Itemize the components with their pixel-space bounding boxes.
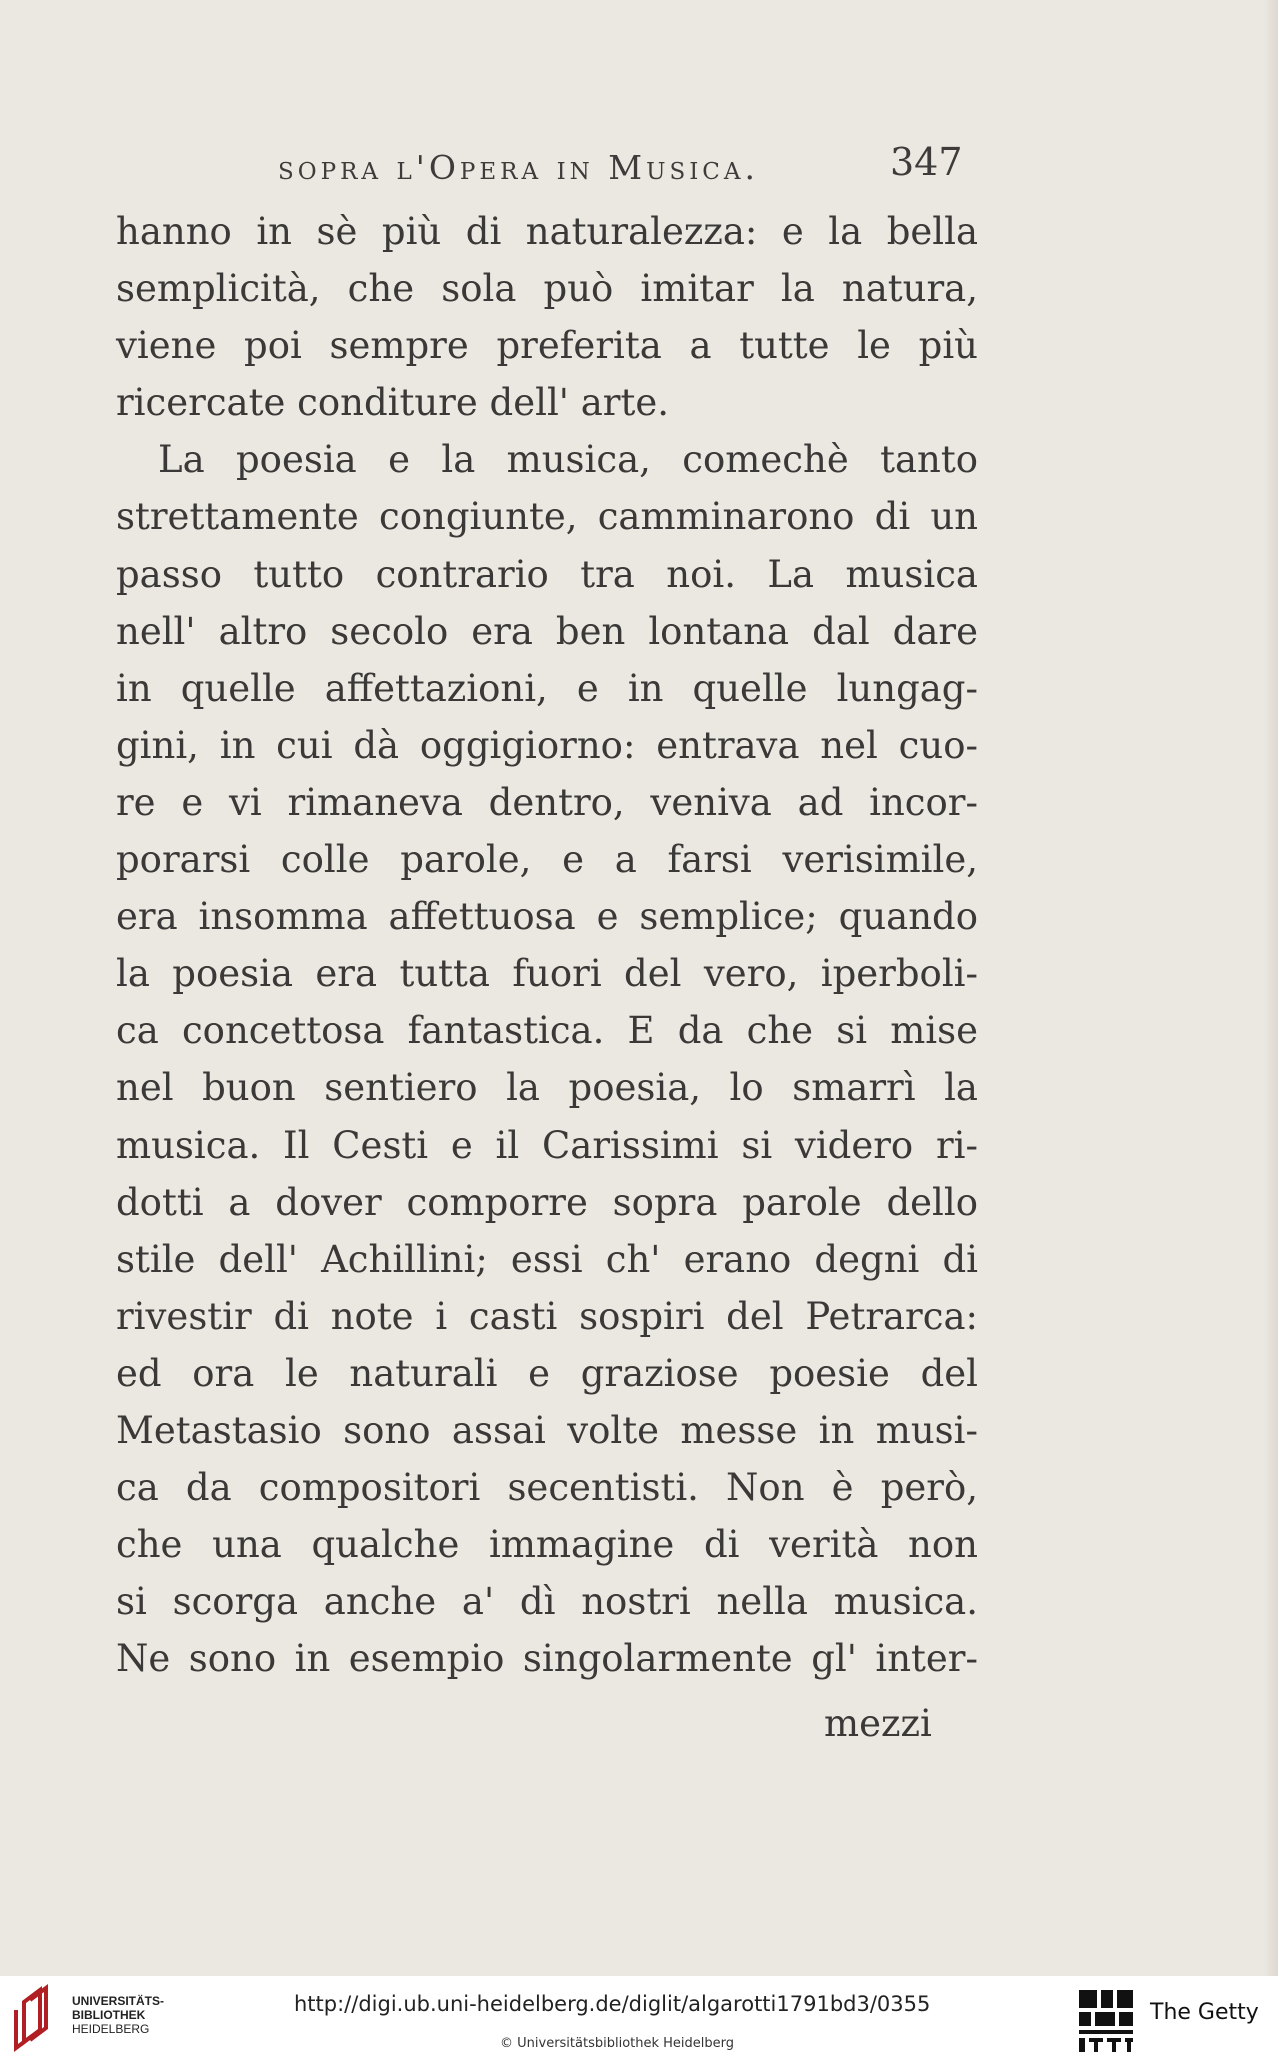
library-name [72, 1994, 164, 2036]
text-line: in quelle affettazioni, e in quelle lungag- [116, 666, 978, 710]
partner-name: The Getty [1150, 2000, 1259, 2025]
library-city: HEIDELBERG [72, 2022, 150, 2036]
text-line: passo tutto contrario tra noi. La musica [116, 552, 978, 596]
text-line: ed ora le naturali e graziose poesie del [116, 1351, 978, 1395]
library-name-line: UNIVERSITÄTS- [72, 1994, 165, 2008]
text-line: Metastasio sono assai volte messe in musi- [116, 1408, 978, 1452]
text-line: la poesia era tutta fuori del vero, iperboli- [116, 952, 978, 996]
copyright-notice: © Universitätsbibliothek Heidelberg [500, 2036, 735, 2051]
text-line: Ne sono in esempio singolarmente gl' inter- [116, 1637, 978, 1681]
document-url[interactable]: http://digi.ub.uni-heidelberg.de/diglit/algarotti1791bd3/0355 [294, 1992, 931, 2016]
library-name-line: BIBLIOTHEK [72, 2008, 146, 2022]
text-line: porarsi colle parole, e a farsi verisimile, [116, 838, 978, 882]
text-line: si scorga anche a' dì nostri nella musica. [116, 1580, 978, 1624]
text-line: gini, in cui dà oggigiorno: entrava nel cuo- [116, 723, 978, 767]
getty-logo-icon [1075, 1986, 1137, 2054]
text-line: dotti a dover comporre sopra parole dello [116, 1180, 978, 1224]
text-line: strettamente congiunte, camminarono di un [116, 495, 978, 539]
text-line: re e vi rimaneva dentro, veniva ad incor- [116, 780, 978, 824]
page-edge-shadow [1264, 0, 1278, 1976]
text-line: era insomma affettuosa e semplice; quando [116, 895, 978, 939]
text-line: ricercate conditure dell' arte. [116, 381, 669, 425]
text-line: ca da compositori secentisti. Non è però, [116, 1466, 978, 1510]
text-line: hanno in sè più di naturalezza: e la bella [116, 210, 978, 253]
text-line: rivestir di note i casti sospiri del Petrarca: [116, 1294, 978, 1338]
catchword: mezzi [824, 1702, 932, 1745]
viewer-footer [0, 1976, 1278, 2066]
text-line: semplicità, che sola può imitar la natura, [116, 267, 978, 311]
text-line: viene poi sempre preferita a tutte le più [116, 324, 978, 368]
page-number: 347 [890, 140, 963, 184]
text-line: musica. Il Cesti e il Carissimi si videro ri- [116, 1123, 978, 1167]
text-line: nell' altro secolo era ben lontana dal dare [116, 609, 978, 653]
text-line: che una qualche immagine di verità non [116, 1523, 978, 1567]
text-line: stile dell' Achillini; essi ch' erano degni di [116, 1237, 978, 1281]
running-head: sopra l'Opera in Musica. [278, 148, 759, 187]
text-line: La poesia e la musica, comechè tanto [158, 438, 978, 482]
body-text [116, 203, 978, 1687]
text-line: nel buon sentiero la poesia, lo smarrì la [116, 1066, 978, 1110]
university-library-logo-icon [10, 1984, 66, 2052]
text-line: ca concettosa fantastica. E da che si mise [116, 1009, 978, 1053]
